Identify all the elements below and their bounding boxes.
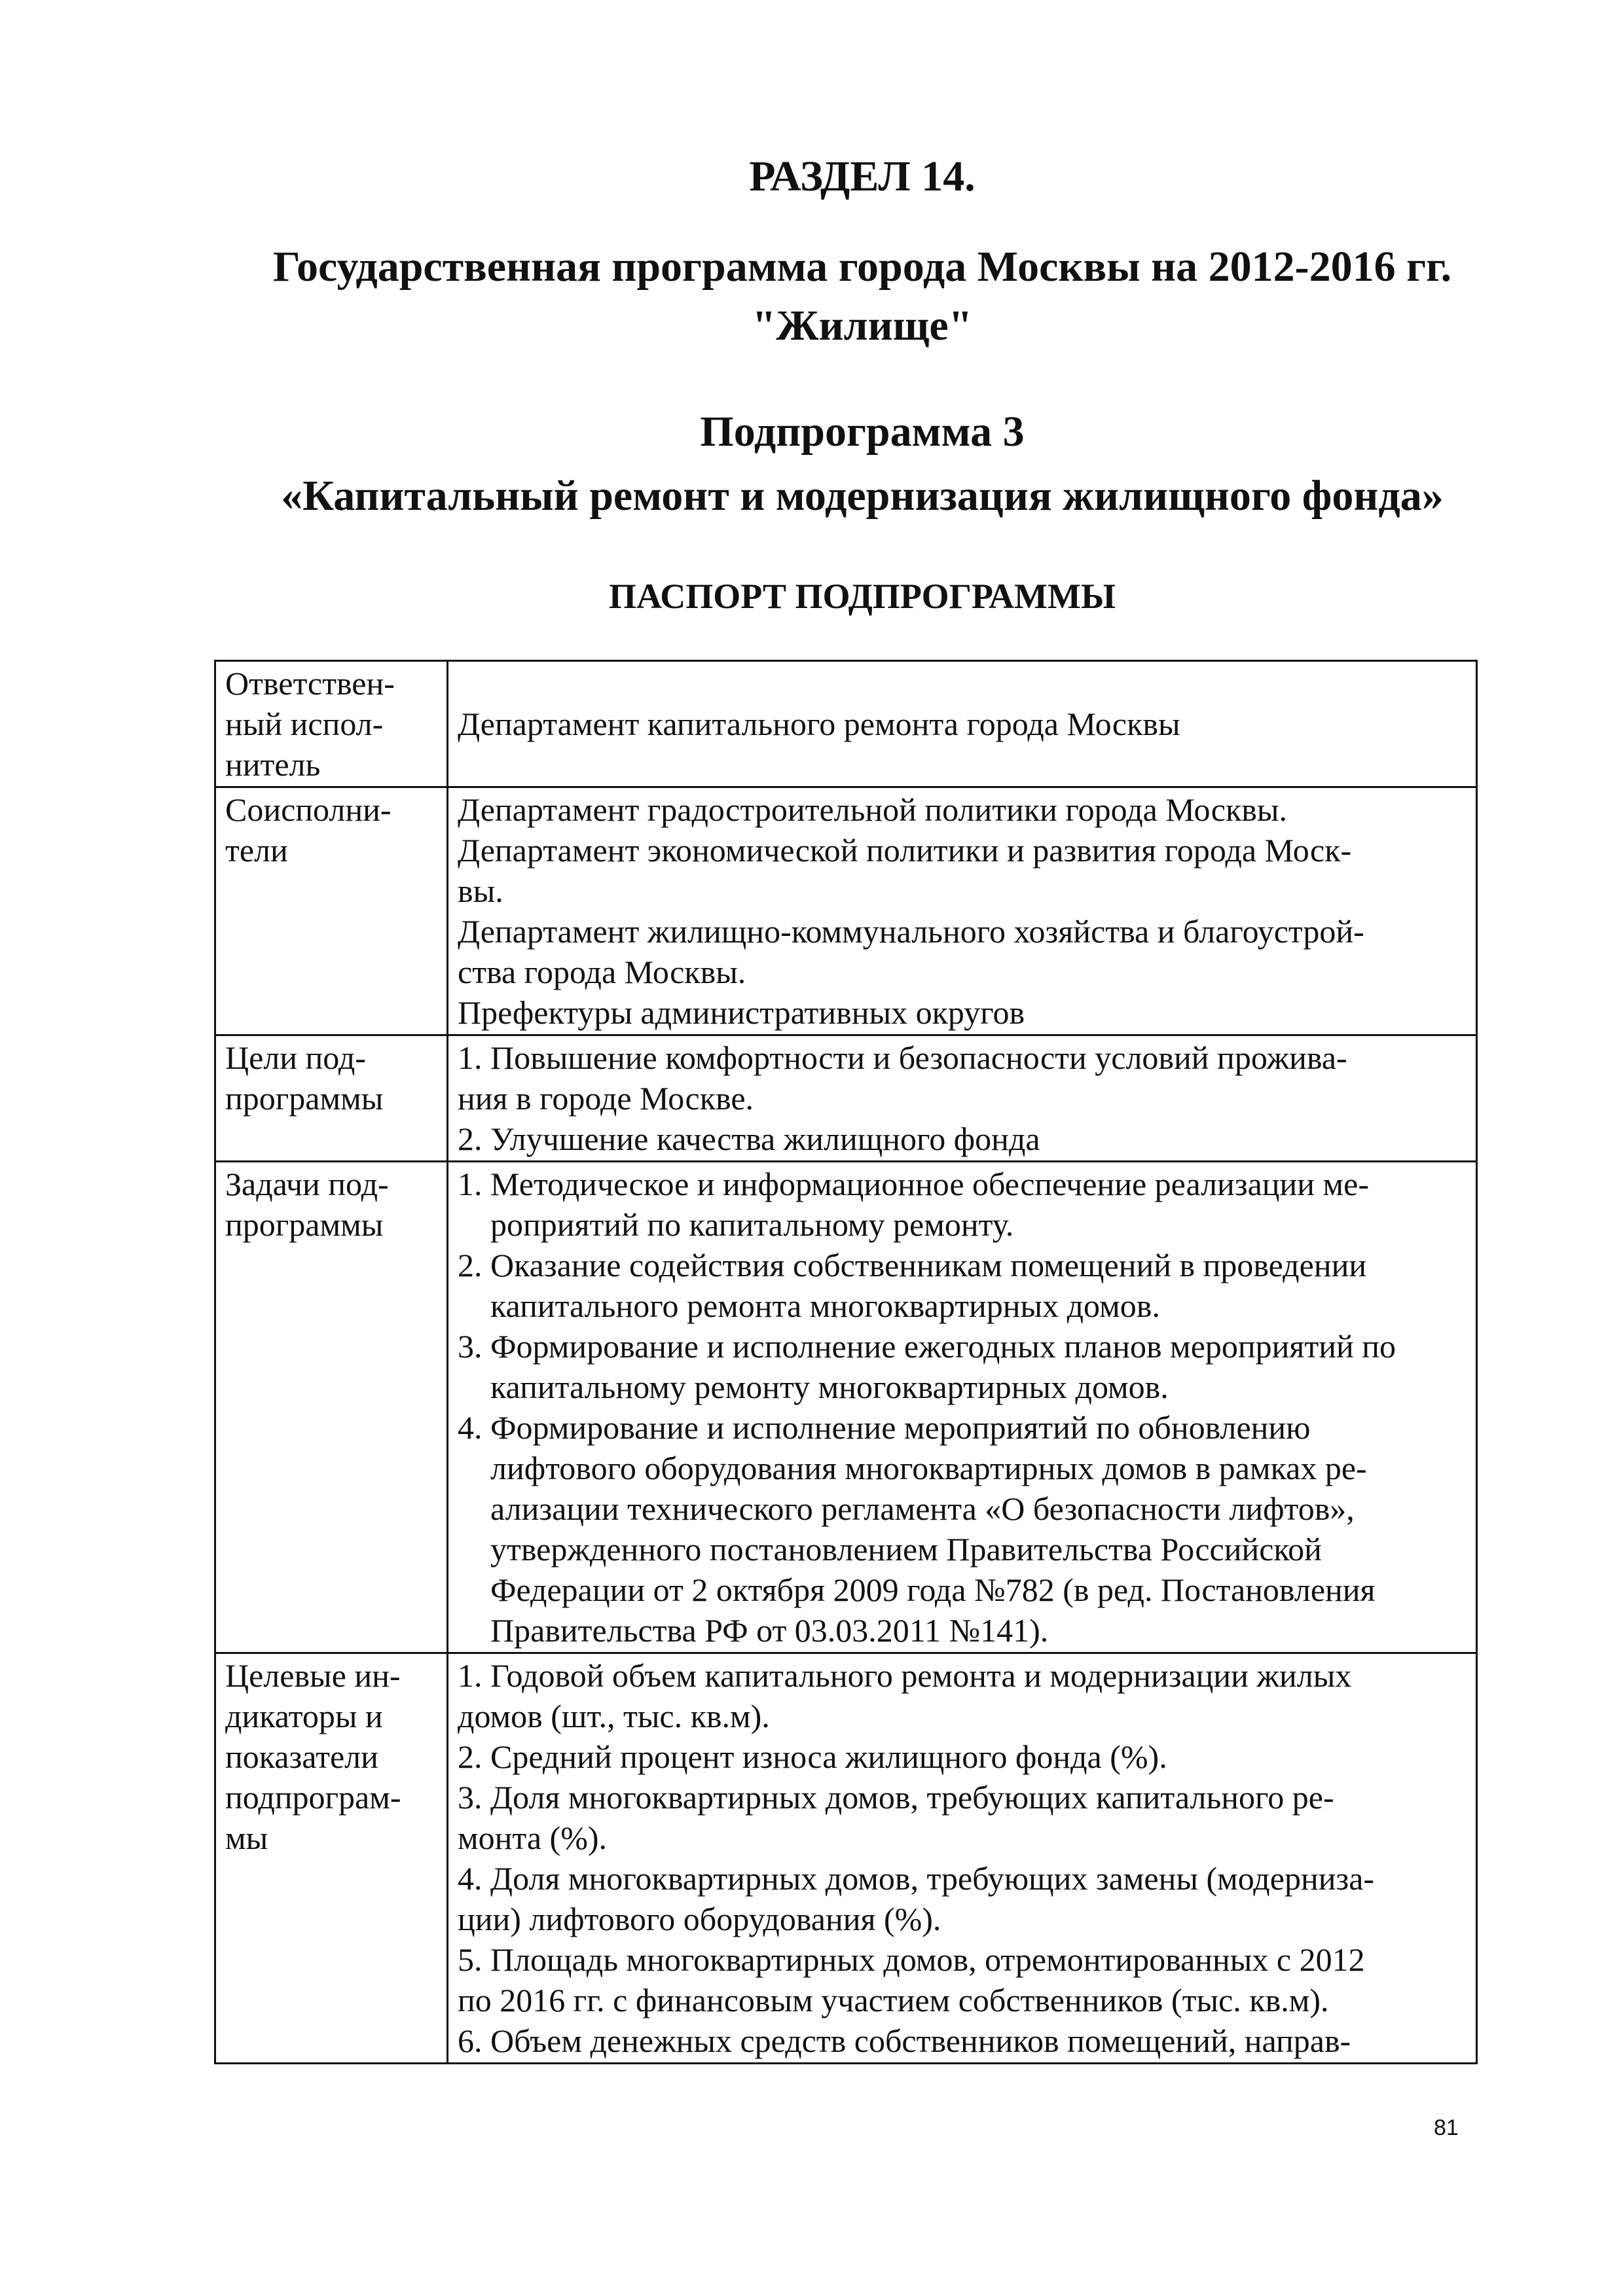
section-heading: РАЗДЕЛ 14.: [749, 152, 976, 200]
content-line: Правительства РФ от 03.03.2011 №141).: [490, 1612, 1049, 1649]
table-row: [215, 661, 1477, 787]
row-label-cell: [215, 661, 448, 787]
content-line: Федерации от 2 октября 2009 года №782 (в ред. Постановления: [490, 1571, 1376, 1608]
row-content-cell: [448, 661, 1477, 787]
content-line: 1. Методическое и информационное обеспечение реализации ме-: [458, 1166, 1370, 1202]
row-label-cell: [215, 787, 448, 1035]
content-line: по 2016 гг. с финансовым участием собственников (тыс. кв.м).: [458, 1982, 1329, 2018]
row-label-cell: [215, 1162, 448, 1653]
content-line: 3. Доля многоквартирных домов, требующих капитального ре-: [458, 1779, 1334, 1816]
content-line: Департамент капитального ремонта города Москвы: [458, 706, 1180, 742]
page-number: 81: [1434, 2115, 1459, 2140]
content-line: утвержденного постановлением Правительства Российской: [490, 1531, 1322, 1568]
label-line: Соисполни-: [225, 791, 392, 828]
content-line: 4. Доля многоквартирных домов, требующих замены (модерниза-: [458, 1860, 1375, 1897]
content-line: 4. Формирование и исполнение мероприятий по обновлению: [458, 1409, 1311, 1446]
content-line: 6. Объем денежных средств собственников помещений, направ-: [458, 2022, 1351, 2059]
label-line: подпрограм-: [225, 1779, 401, 1816]
content-line: Департамент экономической политики и развития города Моск-: [458, 832, 1352, 869]
label-line: показатели: [225, 1738, 378, 1775]
content-line: 5. Площадь многоквартирных домов, отремонтированных с 2012: [458, 1941, 1365, 1978]
label-line: программы: [225, 1206, 384, 1243]
content-line: 3. Формирование и исполнение ежегодных планов мероприятий по: [458, 1328, 1396, 1365]
row-label-cell: [215, 1035, 448, 1162]
label-line: программы: [225, 1080, 384, 1117]
label-line: ный испол-: [225, 706, 384, 742]
program-title-line-2: "Жилище": [752, 302, 973, 350]
table-row: [215, 1653, 1477, 2064]
content-line: 2. Оказание содействия собственникам помещений в проведении: [458, 1247, 1367, 1283]
label-line: тели: [225, 832, 288, 869]
passport-table: [214, 660, 1478, 2064]
content-line: Департамент градостроительной политики города Москвы.: [458, 791, 1287, 828]
subprogram-title: «Капитальный ремонт и модернизация жилищного фонда»: [281, 472, 1444, 520]
table-row: [215, 787, 1477, 1035]
label-line: дикаторы и: [225, 1698, 383, 1734]
content-line: Департамент жилищно-коммунального хозяйства и благоустрой-: [458, 913, 1364, 950]
table-row: [215, 1162, 1477, 1653]
content-line: 2. Улучшение качества жилищного фонда: [458, 1121, 1040, 1157]
content-line: Префектуры административных округов: [458, 994, 1025, 1031]
label-line: нитель: [225, 746, 321, 783]
content-line: 1. Повышение комфортности и безопасности условий прожива-: [458, 1039, 1347, 1076]
content-line: вы.: [458, 872, 503, 909]
content-line: ции) лифтового оборудования (%).: [458, 1901, 941, 1937]
label-line: Ответствен-: [225, 665, 395, 702]
label-line: мы: [225, 1820, 268, 1856]
content-line: домов (шт., тыс. кв.м).: [458, 1698, 770, 1734]
content-line: роприятий по капитальному ремонту.: [490, 1206, 1014, 1243]
content-line: монта (%).: [458, 1820, 608, 1856]
table-row: [215, 1035, 1477, 1162]
content-line: капитальному ремонту многоквартирных домов.: [490, 1369, 1169, 1405]
content-line: ства города Москвы.: [458, 954, 746, 990]
content-line: 1. Годовой объем капитального ремонта и модернизации жилых: [458, 1657, 1352, 1694]
row-content-cell: [448, 1162, 1477, 1653]
row-label-cell: [215, 1653, 448, 2064]
row-content-cell: [448, 1653, 1477, 2064]
label-line: Целевые ин-: [225, 1657, 401, 1694]
content-line: капитального ремонта многоквартирных домов.: [490, 1287, 1160, 1324]
label-line: Задачи под-: [225, 1166, 389, 1202]
content-line: ализации технического регламента «О безопасности лифтов»,: [490, 1490, 1355, 1527]
content-line: лифтового оборудования многоквартирных домов в рамках ре-: [490, 1450, 1367, 1486]
program-title-line-1: Государственная программа города Москвы на 2012-2016 гг.: [272, 243, 1452, 291]
content-line: ния в городе Москве.: [458, 1080, 754, 1117]
label-line: Цели под-: [225, 1039, 366, 1076]
subprogram-number: Подпрограмма 3: [700, 408, 1025, 456]
passport-heading: ПАСПОРТ ПОДПРОГРАММЫ: [608, 577, 1116, 616]
row-content-cell: [448, 787, 1477, 1035]
content-line: 2. Средний процент износа жилищного фонда (%).: [458, 1738, 1167, 1775]
row-content-cell: [448, 1035, 1477, 1162]
